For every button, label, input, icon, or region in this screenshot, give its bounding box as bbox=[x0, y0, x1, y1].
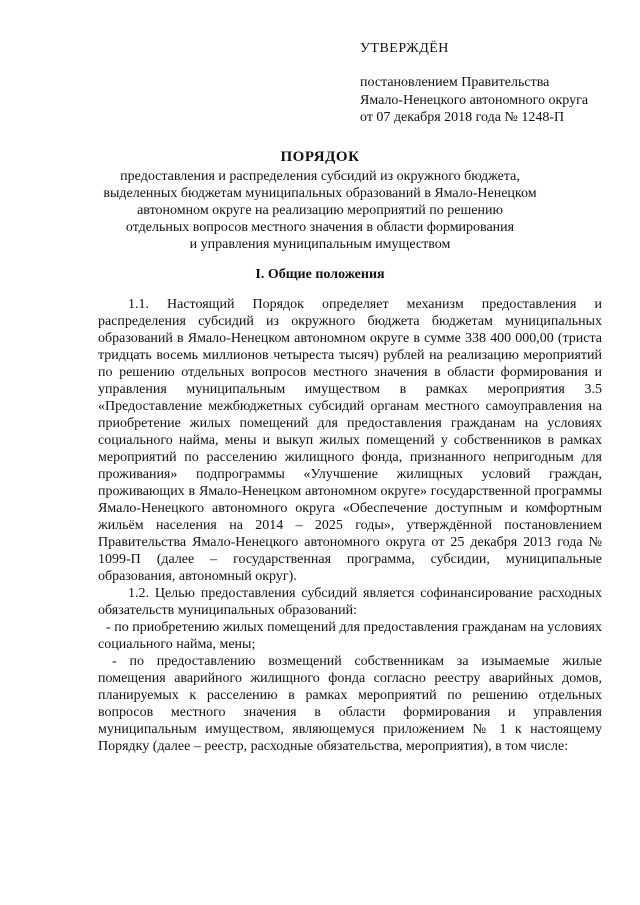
document-title: ПОРЯДОК bbox=[280, 149, 360, 165]
resolution-line: от 07 декабря 2018 года № 1248-П bbox=[360, 110, 565, 125]
subtitle-line: и управления муниципальным имуществом bbox=[189, 237, 451, 252]
document-subtitle bbox=[60, 168, 580, 253]
subtitle-line: выделенных бюджетам муниципальных образований в Ямало-Ненецком bbox=[103, 186, 537, 201]
list-item: - по приобретению жилых помещений для предоставления гражданам на условиях социального найма, мены; bbox=[98, 620, 602, 652]
subtitle-line: отдельных вопросов местного значения в области формирования bbox=[125, 220, 515, 235]
list-item: - по предоставлению возмещений собственникам за изымаемые жилые помещения аварийного жилищного фонда согласно реестру аварийных домов, планируемых к расселению в рамках мероприятий по решению отдельных вопросов местного значения в области формирования и управления муниципальным имуществом, являющемуся приложением № 1 к настоящему Порядку (далее – реестр, расходные обязательства, мероприятия), в том числе: bbox=[98, 654, 602, 754]
subtitle-line: автономном округе на реализацию мероприятий по решению bbox=[137, 203, 503, 218]
resolution-line: постановлением Правительства bbox=[360, 75, 550, 90]
document-body bbox=[98, 296, 602, 755]
resolution-reference bbox=[360, 74, 630, 127]
approval-stamp: УТВЕРЖДЁН bbox=[360, 41, 449, 56]
paragraph-1-1: 1.1. Настоящий Порядок определяет механизм предоставления и распределения субсидий из окружного бюджета бюджетам муниципальных образований в Ямало-Ненецком автономном округе в сумме 338 400 000,00 (триста тридцать восемь миллионов четыреста тысяч) рублей на реализацию мероприятий по решению отдельных вопросов местного значения в области формирования и управления муниципальным имуществом в рамках мероприятия 3.5 «Предоставление межбюджетных субсидий органам местного самоуправления на приобретение жилых помещений для предоставления гражданам на условиях социального найма, мены и выкуп жилых помещений у собственников в рамках мероприятий по расселению жилищного фонда, признанного непригодным для проживания» подпрограммы «Улучшение жилищных условий граждан, проживающих в Ямало-Ненецком автономном округе» государственной программы Ямало-Ненецкого автономного округа «Обеспечение доступным и комфортным жильём населения на 2014 – 2025 годы», утверждённой постановлением Правительства Ямало-Ненецкого автономного округа от 25 декабря 2013 года № 1099-П (далее – государственная программа, субсидии, муниципальные образования, автономный округ). bbox=[98, 297, 602, 584]
paragraph-1-2: 1.2. Целью предоставления субсидий является софинансирование расходных обязательств муниципальных образований: bbox=[98, 586, 602, 618]
resolution-line: Ямало-Ненецкого автономного округа bbox=[360, 92, 589, 108]
section-heading: I. Общие положения bbox=[255, 267, 385, 282]
subtitle-line: предоставления и распределения субсидий из окружного бюджета, bbox=[120, 169, 520, 184]
